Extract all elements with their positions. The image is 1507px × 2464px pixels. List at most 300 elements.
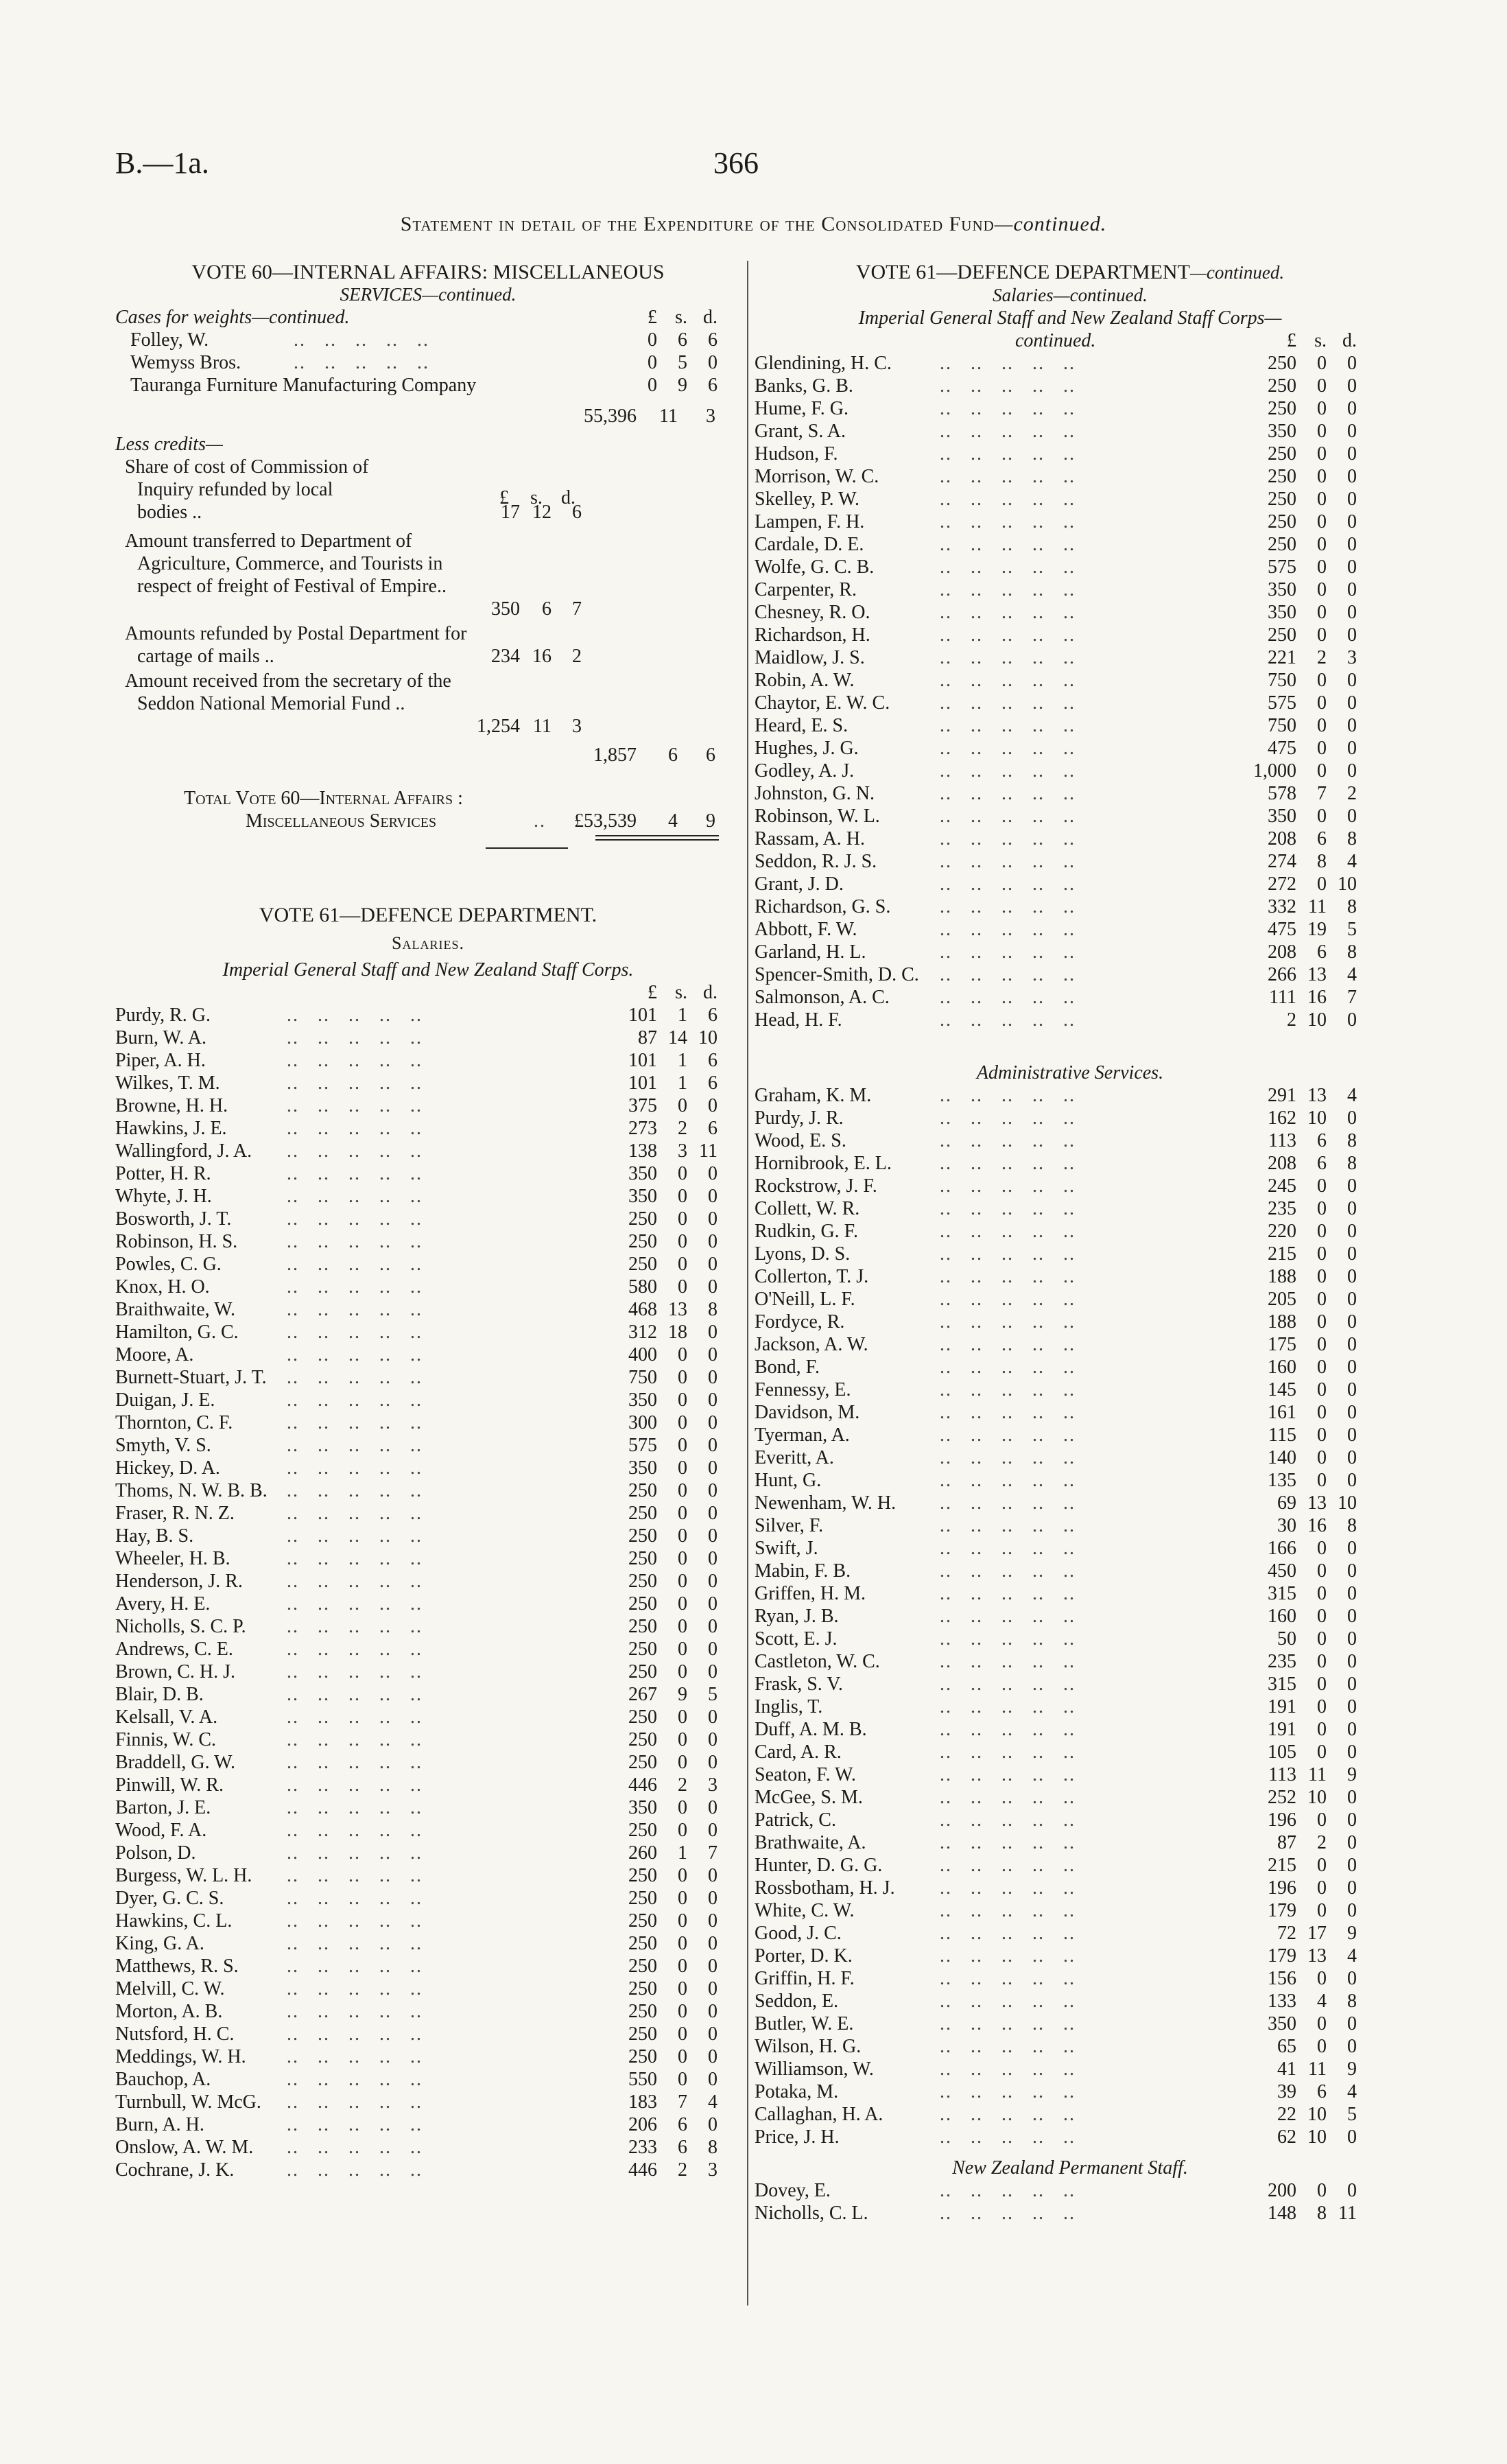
amount-shillings: 16: [1307, 987, 1327, 1008]
table-row: [755, 782, 1386, 805]
leader-dots: .. .. .. .. ..: [940, 851, 1076, 872]
leader-dots: .. .. .. .. ..: [940, 1198, 1076, 1219]
leader-dots: .. .. .. .. ..: [287, 1571, 423, 1592]
amount-pence: 0: [1347, 1424, 1357, 1446]
table-row: [755, 2035, 1386, 2058]
table-row: [115, 1751, 741, 1774]
amount-pounds: 101: [628, 1005, 657, 1026]
amount-pence: 4: [1347, 851, 1357, 872]
amount-pence: 0: [1347, 670, 1357, 691]
amount-shillings: 0: [1317, 1855, 1327, 1876]
leader-dots: .. .. .. .. ..: [287, 2091, 423, 2113]
leader-dots: .. .. .. .. ..: [287, 2023, 423, 2045]
amount-pounds: 220: [1268, 1221, 1296, 1242]
table-row: [755, 511, 1386, 533]
money-head-shillings: s.: [1314, 330, 1327, 351]
amount-pounds: 145: [1268, 1379, 1296, 1400]
table-row: [115, 1434, 741, 1457]
payee-name: Burn, A. H.: [115, 2114, 204, 2135]
amount-pence: 0: [1347, 1628, 1357, 1650]
table-row: [115, 2045, 741, 2068]
credits-total-pounds: 1,857: [593, 744, 637, 766]
table-row: [755, 1537, 1386, 1560]
amount-shillings: 0: [1317, 2013, 1327, 2034]
amount-pence: 0: [708, 1797, 717, 1818]
table-row: [755, 2103, 1386, 2126]
amount-pence: 0: [1347, 2013, 1357, 2034]
amount-pounds: 113: [1268, 1764, 1296, 1785]
leader-dots: .. .. .. .. ..: [940, 1515, 1076, 1536]
table-row: [115, 1842, 741, 1864]
leader-dots: .. .. .. .. ..: [940, 421, 1076, 442]
leader-dots: .. .. .. .. ..: [940, 1107, 1076, 1129]
amount-pounds: 188: [1268, 1266, 1296, 1287]
amount-pounds: 156: [1268, 1968, 1296, 1989]
payee-name: Graham, K. M.: [755, 1085, 872, 1106]
table-row: [755, 1673, 1386, 1696]
amount-pence: 0: [1347, 443, 1357, 465]
payee-name: Wallingford, J. A.: [115, 1140, 252, 1162]
credits-block: [115, 456, 741, 744]
payee-name: Head, H. F.: [755, 1009, 842, 1031]
leader-dots: .. .. .. .. ..: [940, 1266, 1076, 1287]
credit-pence: 2: [572, 646, 582, 667]
table-row: [755, 1129, 1386, 1152]
amount-shillings: 0: [1317, 1968, 1327, 1989]
payee-name: Richardson, H.: [755, 624, 870, 646]
amount-pounds: 350: [628, 1163, 657, 1184]
leader-dots: .. .. .. .. ..: [940, 1311, 1076, 1333]
amount-shillings: 7: [678, 2091, 687, 2113]
right-column: [755, 261, 1386, 2225]
amount-pence: 0: [708, 1254, 717, 1275]
table-row: [755, 1492, 1386, 1514]
leader-dots: .. .. .. .. ..: [940, 398, 1076, 419]
amount-pence: 0: [708, 2001, 717, 2022]
payee-name: Rudkin, G. F.: [755, 1221, 859, 1242]
leader-dots: .. .. .. .. ..: [940, 1009, 1076, 1031]
amount-shillings: 4: [1317, 1991, 1327, 2012]
leader-dots: .. .. .. .. ..: [940, 2013, 1076, 2034]
vote60-total-shillings: 4: [668, 810, 678, 832]
amount-shillings: 19: [1307, 919, 1327, 940]
payee-name: Avery, H. E.: [115, 1593, 211, 1615]
amount-shillings: 0: [1317, 489, 1327, 510]
table-row: [115, 1208, 741, 1230]
table-row: [115, 1185, 741, 1208]
leader-dots: .. .. .. .. ..: [940, 828, 1076, 849]
table-row: [115, 1253, 741, 1276]
leader-dots: .. .. .. .. ..: [940, 692, 1076, 714]
amount-pence: 0: [708, 1616, 717, 1637]
amount-shillings: 0: [1317, 1424, 1327, 1446]
amount-pence: 0: [708, 2069, 717, 2090]
amount-pounds: 446: [628, 2159, 657, 2181]
amount-pence: 0: [708, 1186, 717, 1207]
payee-name: White, C. W.: [755, 1900, 855, 1921]
table-row: [115, 1321, 741, 1344]
amount-pence: 8: [1347, 828, 1357, 849]
vote60-subtotal-pounds: 55,396: [584, 406, 637, 427]
table-row: [755, 1469, 1386, 1492]
leader-dots: .. .. .. .. ..: [940, 1900, 1076, 1921]
amount-pence: 11: [1338, 2203, 1357, 2224]
credits-rule: [486, 847, 568, 849]
amount-pence: 0: [1347, 1787, 1357, 1808]
leader-dots: .. .. .. .. ..: [940, 1764, 1076, 1785]
table-row: [755, 760, 1386, 782]
amount-pence: 0: [708, 1435, 717, 1456]
payee-name: Barton, J. E.: [115, 1797, 211, 1818]
payee-name: Piper, A. H.: [115, 1050, 206, 1071]
amount-pence: 0: [1347, 1832, 1357, 1853]
right-section2-list: [755, 1084, 1386, 2148]
table-row: [755, 601, 1386, 624]
amount-shillings: 0: [1317, 1266, 1327, 1287]
document-reference: B.—1a.: [115, 146, 209, 180]
table-row: [755, 420, 1386, 443]
table-row: [115, 1072, 741, 1094]
amount-shillings: 0: [1317, 1877, 1327, 1899]
amount-pounds: 267: [628, 1684, 657, 1705]
amount-pence: 0: [1347, 1968, 1357, 1989]
payee-name: Nutsford, H. C.: [115, 2023, 235, 2045]
table-row: [755, 1333, 1386, 1356]
amount-shillings: 0: [1317, 2036, 1327, 2057]
table-row: [755, 2179, 1386, 2202]
amount-pence: 3: [1347, 647, 1357, 668]
amount-pounds: 575: [628, 1435, 657, 1456]
payee-name: Dyer, G. C. S.: [115, 1888, 224, 1909]
amount-pence: 0: [1347, 556, 1357, 578]
leader-dots: .. .. .. .. ..: [287, 1865, 423, 1886]
table-row: [115, 2023, 741, 2045]
payee-name: Duigan, J. E.: [115, 1389, 215, 1411]
table-row: [755, 669, 1386, 692]
amount-pounds: 550: [628, 2069, 657, 2090]
table-row: [755, 1107, 1386, 1129]
leader-dots: .. .. .. .. ..: [940, 2180, 1076, 2201]
amount-pence: 0: [708, 1956, 717, 1977]
amount-pence: 0: [1347, 1289, 1357, 1310]
cases-list: [115, 329, 741, 397]
vote60-total-double-rule: [115, 832, 741, 842]
payee-name: Blair, D. B.: [115, 1684, 204, 1705]
amount-pounds: 250: [1268, 353, 1296, 374]
payee-name: Burnett-Stuart, J. T.: [115, 1367, 267, 1388]
table-row: [115, 1570, 741, 1593]
credit-shillings: 6: [542, 598, 551, 620]
amount-pence: 0: [708, 1457, 717, 1479]
amount-shillings: 6: [678, 329, 687, 351]
leader-dots: .. .. .. .. ..: [940, 1741, 1076, 1763]
amount-pounds: 250: [628, 1910, 657, 1932]
amount-pounds: 208: [1268, 1153, 1296, 1174]
payee-name: Rockstrow, J. F.: [755, 1175, 877, 1197]
amount-shillings: 0: [1317, 738, 1327, 759]
amount-shillings: 0: [678, 1276, 687, 1298]
leader-dots: .. .. .. .. ..: [940, 760, 1076, 782]
amount-pounds: 208: [1268, 941, 1296, 963]
leader-dots: .. .. .. .. ..: [940, 2036, 1076, 2057]
table-row: [115, 1661, 741, 1683]
amount-shillings: 6: [1317, 941, 1327, 963]
money-head-pounds: £: [1287, 330, 1296, 351]
amount-pounds: 87: [638, 1027, 657, 1048]
leader-dots: .. .. .. .. ..: [940, 1787, 1076, 1808]
table-row: [115, 1932, 741, 1955]
amount-pounds: 135: [1268, 1470, 1296, 1491]
amount-pounds: 250: [628, 1933, 657, 1954]
payee-name: Butler, W. E.: [755, 2013, 854, 2034]
payee-name: Morton, A. B.: [115, 2001, 223, 2022]
payee-name: Thornton, C. F.: [115, 1412, 233, 1433]
amount-pence: 0: [1347, 2180, 1357, 2201]
table-row: [755, 1243, 1386, 1265]
amount-pounds: 105: [1268, 1741, 1296, 1763]
leader-dots: .. .. .. .. ..: [287, 1299, 423, 1320]
amount-pounds: 215: [1268, 1855, 1296, 1876]
amount-pounds: 206: [628, 2114, 657, 2135]
amount-shillings: 0: [678, 2046, 687, 2067]
amount-pounds: 475: [1268, 738, 1296, 759]
amount-pounds: 250: [1268, 375, 1296, 397]
table-row: [755, 465, 1386, 488]
amount-pence: 0: [1347, 1900, 1357, 1921]
leader-dots: .. .. .. .. ..: [294, 352, 429, 373]
table-row: [115, 1502, 741, 1525]
amount-shillings: 16: [1307, 1515, 1327, 1536]
leader-dots: .. .. .. .. ..: [940, 1153, 1076, 1174]
amount-shillings: 0: [678, 1910, 687, 1932]
leader-dots: .. .. .. .. ..: [940, 941, 1076, 963]
amount-pence: 8: [1347, 941, 1357, 963]
leader-dots: .. .. .. .. ..: [940, 1855, 1076, 1876]
table-row: [755, 2080, 1386, 2103]
amount-pence: 8: [1347, 1153, 1357, 1174]
payee-name: Lampen, F. H.: [755, 511, 865, 532]
amount-pence: 0: [708, 1208, 717, 1230]
leader-dots: .. .. .. .. ..: [940, 806, 1076, 827]
amount-shillings: 9: [678, 1684, 687, 1705]
amount-shillings: 0: [1317, 579, 1327, 600]
amount-shillings: 0: [678, 1344, 687, 1365]
table-row: [755, 2058, 1386, 2080]
amount-shillings: 0: [1317, 1719, 1327, 1740]
table-row: [115, 1796, 741, 1819]
leader-dots: .. .. .. .. ..: [940, 1877, 1076, 1899]
table-row: [755, 1831, 1386, 1854]
leader-dots: .. .. .. .. ..: [940, 353, 1076, 374]
amount-pounds: 2: [1287, 1009, 1296, 1031]
leader-dots: .. .. .. .. ..: [287, 1231, 423, 1252]
leader-dots: .. .. .. .. ..: [940, 1583, 1076, 1604]
leader-dots: .. .. .. .. ..: [940, 1085, 1076, 1106]
credit-pounds: 350: [491, 598, 520, 620]
vote60-subtotal-pence: 3: [706, 406, 715, 427]
amount-shillings: 0: [1317, 715, 1327, 736]
leader-dots: .. .. .. .. ..: [940, 511, 1076, 532]
payee-name: Castleton, W. C.: [755, 1651, 880, 1672]
amount-shillings: 0: [678, 1888, 687, 1909]
payee-name: Glendining, H. C.: [755, 353, 892, 374]
amount-pence: 0: [708, 1706, 717, 1728]
payee-name: Lyons, D. S.: [755, 1243, 851, 1265]
leader-dots: .. .. .. .. ..: [940, 1945, 1076, 1967]
amount-shillings: 0: [678, 1480, 687, 1501]
table-row: [115, 1366, 741, 1389]
amount-shillings: 0: [1317, 1560, 1327, 1582]
amount-pounds: 750: [1268, 670, 1296, 691]
amount-shillings: 0: [1317, 1674, 1327, 1695]
payee-name: Hudson, F.: [755, 443, 838, 465]
leader-dots: .. .. .. .. ..: [940, 1832, 1076, 1853]
amount-pounds: 250: [628, 1254, 657, 1275]
amount-pence: 3: [708, 2159, 717, 2181]
leader-dots: .. .. .. .. ..: [287, 1480, 423, 1501]
payee-name: Wolfe, G. C. B.: [755, 556, 875, 578]
amount-pounds: 235: [1268, 1198, 1296, 1219]
amount-pence: 4: [1347, 1945, 1357, 1967]
amount-pounds: 450: [1268, 1560, 1296, 1582]
leader-dots: .. .. .. .. ..: [287, 1005, 423, 1026]
money-head-pounds: £: [648, 982, 657, 1003]
amount-pence: 0: [1347, 738, 1357, 759]
amount-shillings: 0: [678, 2069, 687, 2090]
amount-pence: 0: [1347, 579, 1357, 600]
amount-pence: 0: [1347, 1009, 1357, 1031]
amount-pounds: 160: [1268, 1357, 1296, 1378]
amount-pence: 10: [698, 1027, 717, 1048]
amount-shillings: 11: [1308, 2058, 1327, 2080]
amount-pounds: 350: [1268, 602, 1296, 623]
table-row: [115, 1910, 741, 1932]
amount-pounds: 113: [1268, 1130, 1296, 1151]
amount-pounds: 750: [1268, 715, 1296, 736]
amount-shillings: 0: [1317, 421, 1327, 442]
amount-pounds: 272: [1268, 873, 1296, 895]
amount-shillings: 0: [678, 1435, 687, 1456]
table-row: [115, 1774, 741, 1796]
amount-pence: 0: [1347, 1334, 1357, 1355]
vote60-total-label-1: Total Vote 60—Internal Affairs :: [184, 788, 463, 809]
amount-pence: 0: [1347, 806, 1357, 827]
payee-name: O'Neill, L. F.: [755, 1289, 855, 1310]
table-row: [755, 1809, 1386, 1831]
amount-pounds: 41: [1277, 2058, 1296, 2080]
amount-pounds: 375: [628, 1095, 657, 1116]
leader-dots: .. .. .. .. ..: [287, 1548, 423, 1569]
amount-pounds: 260: [628, 1842, 657, 1864]
amount-shillings: 10: [1307, 1009, 1327, 1031]
table-row: [755, 850, 1386, 873]
amount-pence: 0: [1347, 1107, 1357, 1129]
table-row: [755, 873, 1386, 895]
table-row: [755, 918, 1386, 941]
table-row: [115, 1276, 741, 1298]
amount-shillings: 2: [678, 2159, 687, 2181]
leader-dots: .. .. .. .. ..: [287, 1956, 423, 1977]
amount-pounds: 580: [628, 1276, 657, 1298]
payee-name: Collerton, T. J.: [755, 1266, 869, 1287]
amount-shillings: 0: [678, 1231, 687, 1252]
table-row: [755, 828, 1386, 850]
amount-shillings: 0: [678, 2001, 687, 2022]
table-row: [115, 1004, 741, 1026]
amount-pounds: 250: [1268, 443, 1296, 465]
amount-pounds: 138: [628, 1140, 657, 1162]
amount-shillings: 0: [678, 1729, 687, 1750]
leader-dots: .. .. .. .. ..: [287, 1774, 423, 1796]
leader-dots: .. .. .. .. ..: [294, 329, 429, 351]
table-row: [755, 1009, 1386, 1031]
leader-dots: .. .. .. .. ..: [940, 1447, 1076, 1468]
amount-pence: 8: [1347, 1991, 1357, 2012]
table-row: [755, 1967, 1386, 1990]
amount-pounds: 22: [1277, 2104, 1296, 2125]
payee-name: Heard, E. S.: [755, 715, 849, 736]
amount-pence: 0: [708, 1910, 717, 1932]
amount-pence: 6: [708, 1005, 717, 1026]
table-row: [755, 1922, 1386, 1945]
leader-dots: .. .. .. .. ..: [940, 964, 1076, 985]
table-row: [755, 1401, 1386, 1424]
amount-pounds: 115: [1268, 1424, 1296, 1446]
case-row: [115, 351, 741, 374]
table-row: [755, 1084, 1386, 1107]
amount-pounds: 208: [1268, 828, 1296, 849]
credit-shillings: 12: [532, 502, 551, 523]
payee-name: Brown, C. H. J.: [115, 1661, 236, 1682]
amount-pounds: 350: [628, 1389, 657, 1411]
amount-shillings: 13: [1307, 1492, 1327, 1514]
amount-pounds: 160: [1268, 1606, 1296, 1627]
amount-shillings: 0: [1317, 1289, 1327, 1310]
amount-pence: 6: [708, 329, 717, 351]
credit-description: Share of cost of Commission of Inquiry refunded by local bodies ..: [125, 456, 369, 523]
amount-shillings: 0: [678, 1367, 687, 1388]
amount-pence: 0: [1347, 1606, 1357, 1627]
credit-shillings: 11: [533, 716, 551, 737]
amount-pence: 0: [708, 1163, 717, 1184]
amount-pence: 8: [1347, 1130, 1357, 1151]
amount-pounds: 250: [1268, 489, 1296, 510]
amount-pence: 0: [1347, 692, 1357, 714]
vote60-total-label-2: Miscellaneous Services: [246, 810, 437, 832]
credit-pounds: 17: [501, 502, 520, 523]
amount-pence: 0: [1347, 398, 1357, 419]
payee-name: Chaytor, E. W. C.: [755, 692, 890, 714]
leader-dots: .. .. .. .. ..: [940, 579, 1076, 600]
amount-pounds: 250: [628, 1503, 657, 1524]
leader-dots: .. .. .. .. ..: [940, 1402, 1076, 1423]
amount-pounds: 468: [628, 1299, 657, 1320]
amount-pence: 7: [1347, 987, 1357, 1008]
amount-pounds: 250: [628, 2023, 657, 2045]
amount-pounds: 62: [1277, 2126, 1296, 2148]
table-row: [755, 2126, 1386, 2148]
table-row: [755, 1763, 1386, 1786]
payee-name: Polson, D.: [115, 1842, 196, 1864]
amount-shillings: 0: [1317, 1900, 1327, 1921]
vote61-title: VOTE 61—DEFENCE DEPARTMENT.: [259, 904, 597, 926]
table-row: [115, 1683, 741, 1706]
credit-description: Amounts refunded by Postal Department for cartage of mails ..: [125, 623, 467, 667]
amount-pounds: 446: [628, 1774, 657, 1796]
amount-pounds: 250: [628, 1729, 657, 1750]
amount-pounds: 0: [648, 352, 657, 373]
leader-dots: .. .. .. .. ..: [287, 1140, 423, 1162]
